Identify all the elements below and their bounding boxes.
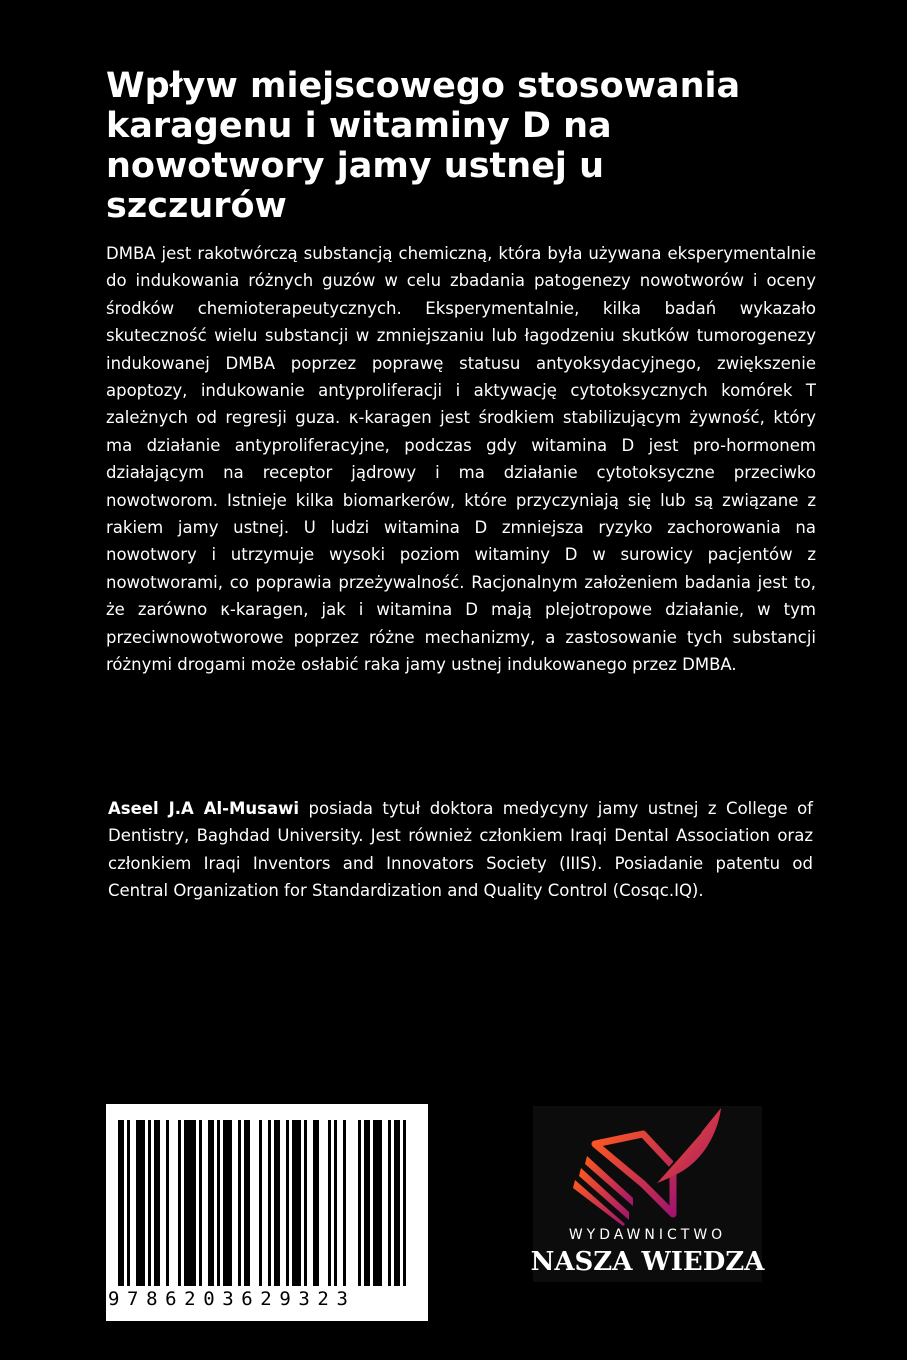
barcode-bar xyxy=(292,1120,301,1286)
barcode-bar xyxy=(148,1120,151,1286)
publisher-label: WYDAWNICTWO xyxy=(568,1227,727,1243)
isbn-barcode xyxy=(106,1104,428,1321)
barcode-bar xyxy=(274,1120,280,1286)
barcode-bar xyxy=(223,1120,232,1286)
barcode-bar xyxy=(199,1120,202,1286)
barcode-bar xyxy=(343,1120,346,1286)
barcode-bar xyxy=(136,1120,145,1286)
barcode-bar xyxy=(334,1120,337,1286)
barcode-bar xyxy=(259,1120,262,1286)
barcode-bar xyxy=(217,1120,220,1286)
barcode-bar xyxy=(208,1120,214,1286)
barcode-bar xyxy=(328,1120,331,1286)
barcode-bar xyxy=(403,1120,406,1286)
barcode-bar xyxy=(244,1120,250,1286)
barcode-bar xyxy=(388,1120,391,1286)
isbn-digits: 9786203629323 xyxy=(108,1288,356,1310)
barcode-bar xyxy=(286,1120,289,1286)
author-name: Aseel J.A Al-Musawi xyxy=(108,799,300,818)
barcode-bar xyxy=(304,1120,307,1286)
barcode-bar xyxy=(373,1120,382,1286)
barcode-bar xyxy=(184,1120,196,1286)
barcode-bar xyxy=(166,1120,169,1286)
barcode-bar xyxy=(178,1120,181,1286)
book-title: Wpływ miejscowego stosowania karagenu i witaminy D na nowotwory jamy ustnej u szczurów xyxy=(106,66,741,226)
barcode-bar xyxy=(127,1120,130,1286)
barcode-bar xyxy=(313,1120,319,1286)
book-synopsis: DMBA jest rakotwórczą substancją chemiczną, która była używana eksperymentalnie do indukowania różnych guzów w celu zbadania patogenezy nowotworów i oceny środków chemioterapeutycznych. Eksperymentalnie, kilka badań wykazało skuteczność wielu substancji w zmniejszaniu lub łagodzeniu skutków tumorogenezy indukowanej DMBA poprzez poprawę statusu antyoksydacyjnego, zwiększenie apoptozy, indukowanie antyproliferacji i aktywację cytotoksycznych komórek T zależnych od regresji guza. κ-karagen jest środkiem stabilizującym żywność, który ma działanie antyproliferacyjne, podczas gdy witamina D jest pro-hormonem działającym na receptor jądrowy i ma działanie cytotoksyczne przeciwko nowotworom. Istnieje kilka biomarkerów, które przyczyniają się lub są związane z rakiem jamy ustnej. U ludzi witamina D zmniejsza ryzyko zachorowania na nowotwory i utrzymuje wysoki poziom witaminy D w surowicy pacjentów z nowotworami, co poprawia przeżywalność. Racjonalnym założeniem badania jest to, że zarówno κ-karagen, jak i witamina D mają plejotropowe działanie, w tym przeciwnowotworowe poprzez różne mechanizmy, a zastosowanie tych substancji różnymi drogami może osłabić raka jamy ustnej indukowanego przez DMBA. xyxy=(106,244,816,675)
barcode-bar xyxy=(118,1120,124,1286)
barcode-bar xyxy=(364,1120,370,1286)
publisher-logo xyxy=(530,1106,765,1282)
barcode-bar xyxy=(154,1120,160,1286)
author-bio-text: posiada tytuł doktora medycyny jamy ustnej z College of Dentistry, Baghdad University. Jest również członkiem Iraqi Dental Association oraz członkiem Iraqi Inventors and Innovators Society (IIIS). Posiadanie patentu od Central Organization for Standardization and Quality Control (Cosqc.IQ). xyxy=(108,799,813,901)
barcode-bar xyxy=(358,1120,361,1286)
publisher-name: NASZA WIEDZA xyxy=(530,1247,765,1277)
barcode-bar xyxy=(268,1120,271,1286)
author-bio xyxy=(108,795,813,905)
barcode-bar xyxy=(238,1120,241,1286)
barcode-bar xyxy=(394,1120,400,1286)
book-with-quill-icon xyxy=(533,1106,762,1226)
